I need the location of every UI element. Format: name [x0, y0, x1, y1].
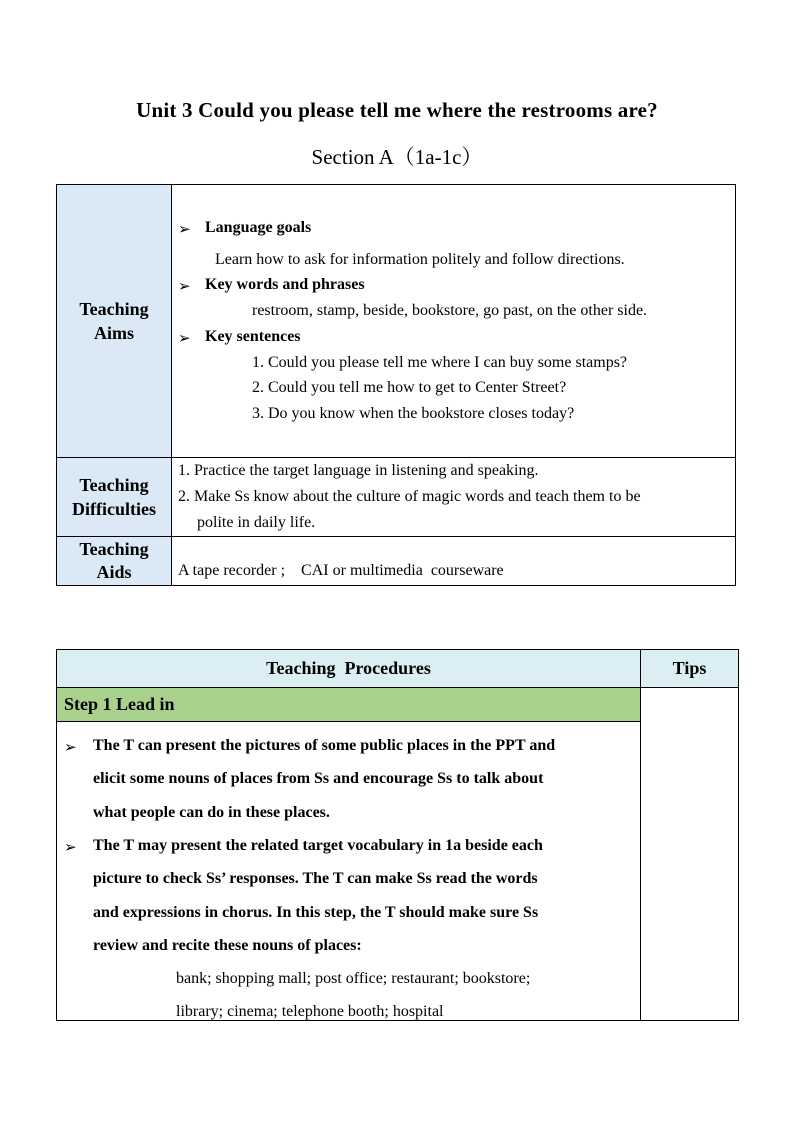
teaching-aims-label	[57, 185, 172, 458]
teaching-difficulties-label	[57, 458, 172, 537]
step-1-content	[57, 722, 641, 1021]
section-subtitle: Section A（1a-1c）	[311, 145, 483, 169]
teaching-aids-label	[57, 537, 172, 586]
key-sentence-3: 3. Do you know when the bookstore closes today?	[252, 405, 575, 422]
key-sentence-1: 1. Could you please tell me where I can buy some stamps?	[252, 354, 628, 371]
teaching-aims-table	[56, 184, 736, 586]
bullet1-line-2: elicit some nouns of places from Ss and encourage Ss to talk about	[93, 770, 544, 787]
teaching-procedures-table	[56, 649, 739, 1021]
teaching-aims-content	[172, 185, 736, 458]
teaching-aims-label-line2: Aims	[94, 323, 134, 343]
bullet-arrow-icon: ➢	[64, 740, 77, 756]
difficulty-line-3: polite in daily life.	[197, 514, 316, 531]
tips-header: Tips	[641, 650, 739, 688]
procedures-header: Teaching Procedures	[57, 650, 641, 688]
key-words-text: restroom, stamp, beside, bookstore, go past, on the other side.	[252, 302, 648, 319]
teaching-difficulties-label-line1: Teaching	[79, 475, 149, 495]
bullet-arrow-icon: ➢	[178, 279, 191, 295]
places-line-1: bank; shopping mall; post office; restaurant; bookstore;	[176, 970, 531, 987]
document-title: Unit 3 Could you please tell me where the restrooms are?	[136, 98, 658, 122]
difficulty-line-1: 1. Practice the target language in listening and speaking.	[178, 462, 539, 479]
bullet2-line-4: review and recite these nouns of places:	[93, 937, 362, 954]
teaching-difficulties-content	[172, 458, 736, 537]
tips-column	[641, 688, 739, 1021]
teaching-aids-content: A tape recorder ; CAI or multimedia courseware	[172, 537, 736, 586]
bullet2-line-3: and expressions in chorus. In this step, the T should make sure Ss	[93, 904, 539, 921]
key-sentences-heading: Key sentences	[205, 328, 301, 345]
teaching-difficulties-label-line2: Difficulties	[72, 499, 156, 519]
language-goals-text: Learn how to ask for information politely and follow directions.	[215, 251, 625, 268]
bullet2-line-1: The T may present the related target vocabulary in 1a beside each	[93, 837, 543, 854]
key-sentence-2: 2. Could you tell me how to get to Center Street?	[252, 379, 567, 396]
bullet-arrow-icon: ➢	[178, 222, 191, 238]
teaching-aids-label-line1: Teaching	[79, 539, 149, 559]
language-goals-heading: Language goals	[205, 219, 312, 236]
places-line-2: library; cinema; telephone booth; hospital	[176, 1003, 444, 1020]
bullet-arrow-icon: ➢	[64, 840, 77, 856]
bullet2-line-2: picture to check Ss’ responses. The T can make Ss read the words	[93, 870, 538, 887]
key-words-heading: Key words and phrases	[205, 276, 365, 293]
bullet-arrow-icon: ➢	[178, 331, 191, 347]
bullet1-line-3: what people can do in these places.	[93, 804, 330, 821]
teaching-aids-label-line2: Aids	[96, 562, 132, 582]
difficulty-line-2: 2. Make Ss know about the culture of magic words and teach them to be	[178, 488, 641, 505]
bullet1-line-1: The T can present the pictures of some public places in the PPT and	[93, 737, 556, 754]
step-1-title: Step 1 Lead in	[57, 688, 641, 722]
teaching-aims-label-line1: Teaching	[79, 299, 149, 319]
